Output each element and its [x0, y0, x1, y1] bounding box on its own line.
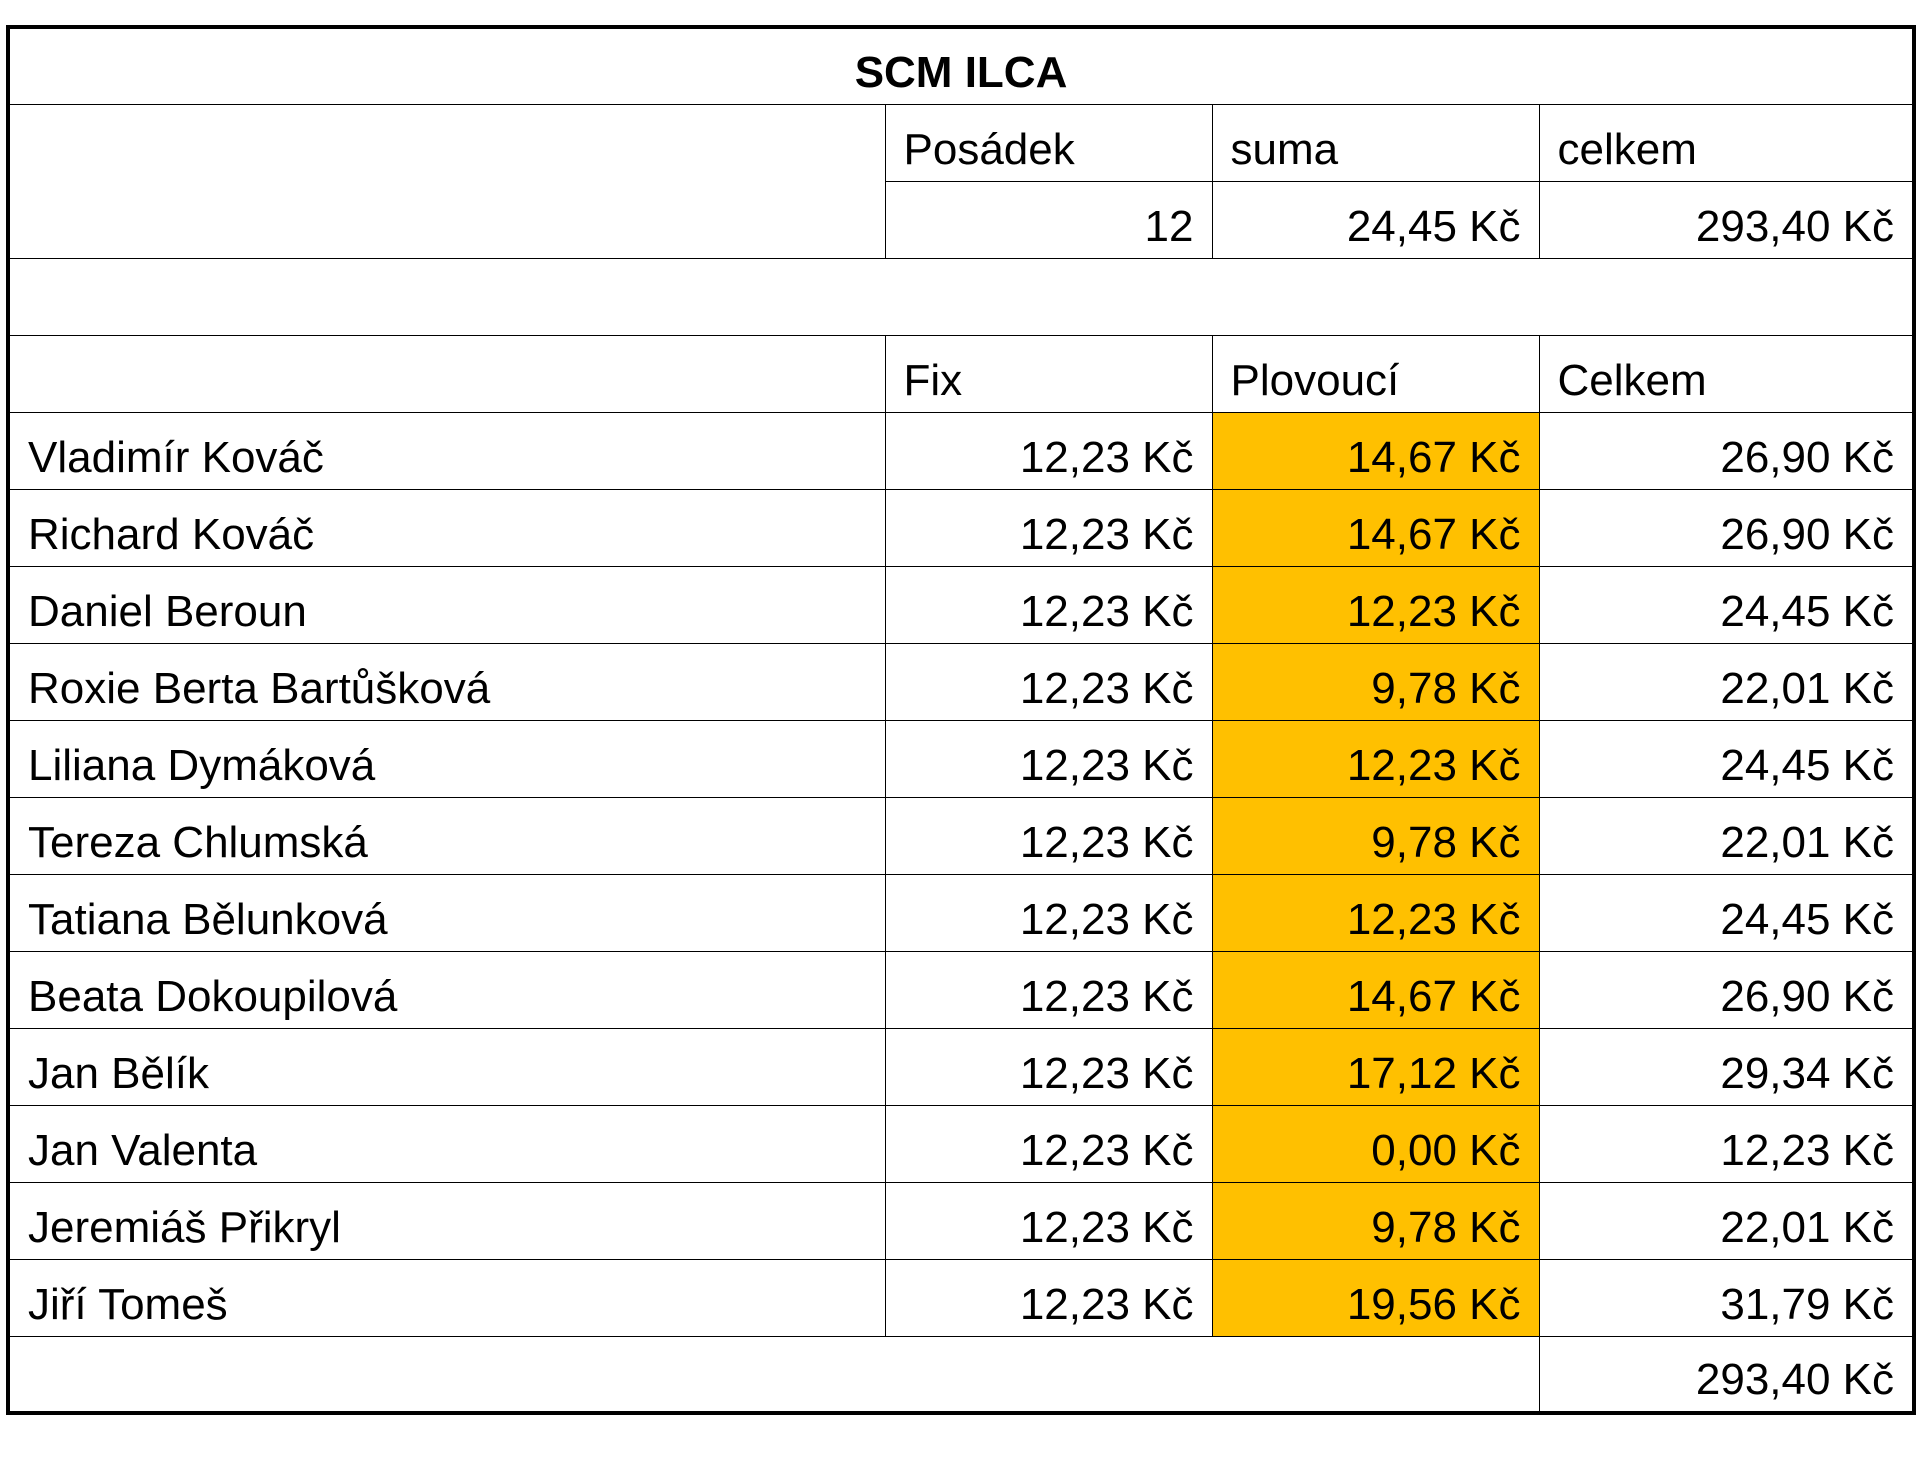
spacer-cell[interactable] — [8, 258, 1914, 335]
total-row — [8, 1336, 1914, 1413]
plovouci-amount[interactable]: 0,00 Kč — [1212, 1105, 1539, 1182]
grand-total[interactable]: 293,40 Kč — [1539, 1336, 1914, 1413]
fix-amount[interactable]: 12,23 Kč — [885, 566, 1212, 643]
table-title[interactable]: SCM ILCA — [8, 27, 1914, 104]
fix-amount[interactable]: 12,23 Kč — [885, 412, 1212, 489]
plovouci-amount[interactable]: 12,23 Kč — [1212, 720, 1539, 797]
table-row — [8, 412, 1914, 489]
table-row — [8, 566, 1914, 643]
member-name[interactable]: Richard Kováč — [8, 489, 885, 566]
member-name[interactable]: Daniel Beroun — [8, 566, 885, 643]
summary-header-row — [8, 104, 1914, 181]
plovouci-amount[interactable]: 14,67 Kč — [1212, 412, 1539, 489]
celkem-amount[interactable]: 12,23 Kč — [1539, 1105, 1914, 1182]
plovouci-amount[interactable]: 19,56 Kč — [1212, 1259, 1539, 1336]
table-row — [8, 643, 1914, 720]
table-row — [8, 1105, 1914, 1182]
table-row — [8, 874, 1914, 951]
summary-value-posadek[interactable]: 12 — [885, 181, 1212, 258]
fix-amount[interactable]: 12,23 Kč — [885, 797, 1212, 874]
fix-amount[interactable]: 12,23 Kč — [885, 643, 1212, 720]
fix-amount[interactable]: 12,23 Kč — [885, 1028, 1212, 1105]
member-name[interactable]: Roxie Berta Bartůšková — [8, 643, 885, 720]
summary-header-suma[interactable]: suma — [1212, 104, 1539, 181]
table-row — [8, 797, 1914, 874]
column-header-celkem[interactable]: Celkem — [1539, 335, 1914, 412]
column-header-blank[interactable] — [8, 335, 885, 412]
member-name[interactable]: Vladimír Kováč — [8, 412, 885, 489]
fix-amount[interactable]: 12,23 Kč — [885, 951, 1212, 1028]
member-name[interactable]: Tatiana Bělunková — [8, 874, 885, 951]
celkem-amount[interactable]: 29,34 Kč — [1539, 1028, 1914, 1105]
fix-amount[interactable]: 12,23 Kč — [885, 1105, 1212, 1182]
celkem-amount[interactable]: 24,45 Kč — [1539, 720, 1914, 797]
fix-amount[interactable]: 12,23 Kč — [885, 489, 1212, 566]
total-blank-cell[interactable] — [8, 1336, 1539, 1413]
summary-value-celkem[interactable]: 293,40 Kč — [1539, 181, 1914, 258]
summary-header-celkem[interactable]: celkem — [1539, 104, 1914, 181]
celkem-amount[interactable]: 22,01 Kč — [1539, 1182, 1914, 1259]
member-name[interactable]: Jan Bělík — [8, 1028, 885, 1105]
celkem-amount[interactable]: 22,01 Kč — [1539, 797, 1914, 874]
table-row — [8, 489, 1914, 566]
column-header-row — [8, 335, 1914, 412]
celkem-amount[interactable]: 24,45 Kč — [1539, 874, 1914, 951]
celkem-amount[interactable]: 24,45 Kč — [1539, 566, 1914, 643]
plovouci-amount[interactable]: 17,12 Kč — [1212, 1028, 1539, 1105]
plovouci-amount[interactable]: 14,67 Kč — [1212, 951, 1539, 1028]
spacer-row — [8, 258, 1914, 335]
spreadsheet-table — [6, 25, 1916, 1415]
plovouci-amount[interactable]: 9,78 Kč — [1212, 797, 1539, 874]
member-name[interactable]: Beata Dokoupilová — [8, 951, 885, 1028]
fix-amount[interactable]: 12,23 Kč — [885, 1182, 1212, 1259]
summary-blank-cell[interactable] — [8, 104, 885, 258]
member-name[interactable]: Jeremiáš Přikryl — [8, 1182, 885, 1259]
celkem-amount[interactable]: 22,01 Kč — [1539, 643, 1914, 720]
plovouci-amount[interactable]: 14,67 Kč — [1212, 489, 1539, 566]
member-name[interactable]: Jan Valenta — [8, 1105, 885, 1182]
member-name[interactable]: Tereza Chlumská — [8, 797, 885, 874]
plovouci-amount[interactable]: 9,78 Kč — [1212, 643, 1539, 720]
plovouci-amount[interactable]: 12,23 Kč — [1212, 566, 1539, 643]
celkem-amount[interactable]: 26,90 Kč — [1539, 489, 1914, 566]
table-row — [8, 1259, 1914, 1336]
fix-amount[interactable]: 12,23 Kč — [885, 1259, 1212, 1336]
summary-value-suma[interactable]: 24,45 Kč — [1212, 181, 1539, 258]
summary-header-posadek[interactable]: Posádek — [885, 104, 1212, 181]
column-header-fix[interactable]: Fix — [885, 335, 1212, 412]
fix-amount[interactable]: 12,23 Kč — [885, 720, 1212, 797]
plovouci-amount[interactable]: 9,78 Kč — [1212, 1182, 1539, 1259]
member-name[interactable]: Liliana Dymáková — [8, 720, 885, 797]
fix-amount[interactable]: 12,23 Kč — [885, 874, 1212, 951]
celkem-amount[interactable]: 26,90 Kč — [1539, 412, 1914, 489]
table-row — [8, 1182, 1914, 1259]
title-row — [8, 27, 1914, 104]
member-name[interactable]: Jiří Tomeš — [8, 1259, 885, 1336]
celkem-amount[interactable]: 31,79 Kč — [1539, 1259, 1914, 1336]
table-row — [8, 1028, 1914, 1105]
column-header-plovouci[interactable]: Plovoucí — [1212, 335, 1539, 412]
table-row — [8, 720, 1914, 797]
table-row — [8, 951, 1914, 1028]
plovouci-amount[interactable]: 12,23 Kč — [1212, 874, 1539, 951]
celkem-amount[interactable]: 26,90 Kč — [1539, 951, 1914, 1028]
